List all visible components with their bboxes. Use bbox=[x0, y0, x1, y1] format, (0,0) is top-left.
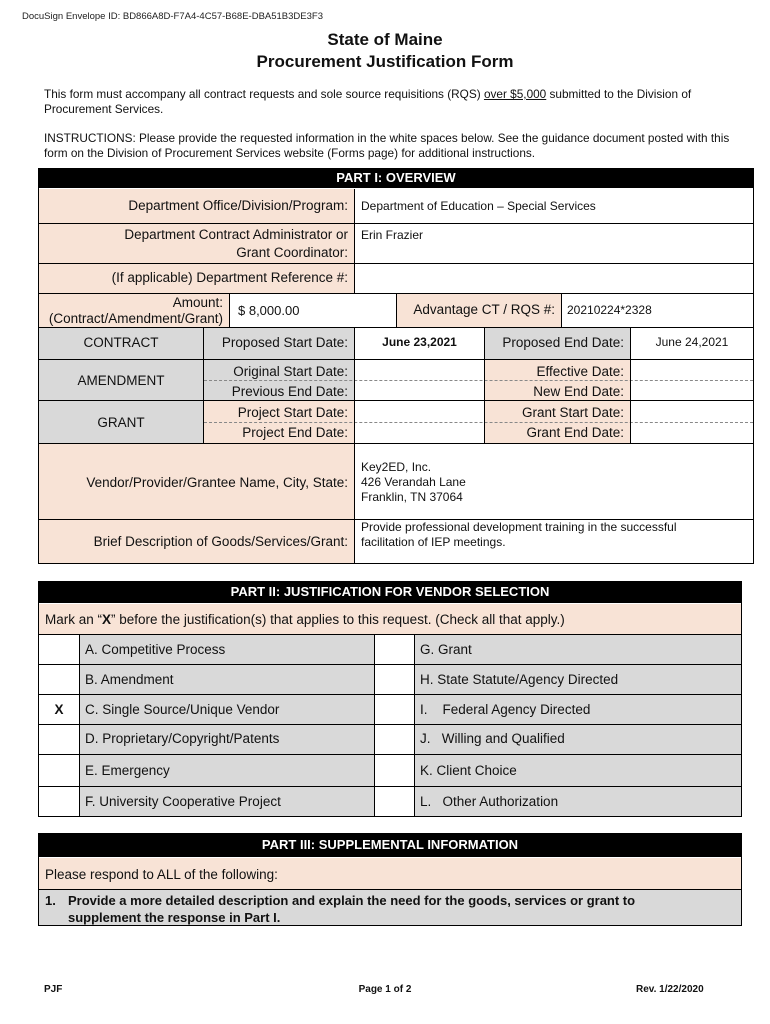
dashed-divider bbox=[204, 380, 753, 381]
envelope-id: DocuSign Envelope ID: BD866A8D-F7A4-4C57-B68E-DBA51B3DE3F3 bbox=[22, 11, 323, 22]
q1-line-1: Provide a more detailed description and explain the need for the goods, services or grant to bbox=[68, 893, 636, 908]
page-subtitle: Procurement Justification Form bbox=[256, 52, 514, 71]
intro-before: This form must accompany all contract requests and sole source requisitions (RQS) bbox=[44, 87, 484, 101]
option-k: K. Client Choice bbox=[420, 763, 517, 778]
footer-revision: Rev. 1/22/2020 bbox=[636, 984, 704, 995]
divider bbox=[203, 328, 204, 443]
part3-instructions: Please respond to ALL of the following: bbox=[45, 867, 278, 882]
admin-label-1: Department Contract Administrator or bbox=[124, 227, 348, 242]
vendor-city-state[interactable]: Franklin, TN 37064 bbox=[361, 490, 463, 504]
amount-field[interactable]: $ 8,000.00 bbox=[238, 303, 300, 318]
option-d: D. Proprietary/Copyright/Patents bbox=[85, 731, 280, 746]
part2-instructions bbox=[45, 612, 565, 627]
admin-field[interactable]: Erin Frazier bbox=[361, 228, 424, 242]
divider bbox=[354, 328, 355, 564]
option-f: F. University Cooperative Project bbox=[85, 794, 281, 809]
divider bbox=[561, 294, 562, 327]
desc-line-1[interactable]: Provide professional development training in the successful bbox=[361, 520, 677, 534]
divider bbox=[484, 328, 485, 443]
right-options-cell bbox=[415, 635, 741, 816]
divider bbox=[354, 189, 355, 293]
effective-date-label: Effective Date: bbox=[536, 364, 624, 379]
instr-after: ” before the justification(s) that applies to this request. (Check all that apply.) bbox=[111, 612, 565, 627]
divider bbox=[229, 294, 230, 327]
vendor-label: Vendor/Provider/Grantee Name, City, State: bbox=[86, 475, 348, 490]
contract-label: CONTRACT bbox=[83, 335, 159, 350]
divider bbox=[38, 724, 742, 725]
instructions-text: INSTRUCTIONS: Please provide the requested information in the white spaces below. See the guidance document posted with this form on the Division of Procurement Services website (Forms page) for additional instructions. bbox=[44, 131, 730, 160]
dept-field[interactable]: Department of Education – Special Services bbox=[361, 199, 596, 213]
dept-label: Department Office/Division/Program: bbox=[128, 198, 348, 213]
part1-header: PART I: OVERVIEW bbox=[38, 168, 754, 188]
option-j: J. Willing and Qualified bbox=[420, 731, 565, 746]
amendment-label: AMENDMENT bbox=[77, 373, 165, 388]
divider bbox=[630, 328, 631, 443]
new-end-date-label: New End Date: bbox=[533, 384, 624, 399]
option-e: E. Emergency bbox=[85, 763, 170, 778]
amount-label-1: Amount: bbox=[172, 295, 223, 310]
divider bbox=[374, 634, 375, 817]
project-end-label: Project End Date: bbox=[242, 425, 348, 440]
footer-page-number: Page 1 of 2 bbox=[358, 984, 412, 995]
advantage-field[interactable]: 20210224*2328 bbox=[567, 303, 652, 317]
proposed-end-label: Proposed End Date: bbox=[502, 335, 624, 350]
q1-line-2: supplement the response in Part I. bbox=[68, 910, 281, 925]
option-a: A. Competitive Process bbox=[85, 642, 226, 657]
option-g: G. Grant bbox=[420, 642, 472, 657]
left-options-cell bbox=[79, 635, 374, 816]
divider bbox=[38, 754, 742, 755]
grant-end-label: Grant End Date: bbox=[526, 425, 624, 440]
divider bbox=[38, 664, 742, 665]
ref-label: (If applicable) Department Reference #: bbox=[111, 270, 348, 285]
intro-after: submitted to the Division of Procurement Services. bbox=[44, 87, 692, 116]
part2-header: PART II: JUSTIFICATION FOR VENDOR SELECTION bbox=[38, 581, 742, 603]
intro-text bbox=[44, 87, 744, 117]
proposed-start-label: Proposed Start Date: bbox=[221, 335, 348, 350]
divider bbox=[38, 786, 742, 787]
desc-line-2[interactable]: facilitation of IEP meetings. bbox=[361, 535, 506, 549]
option-l: L. Other Authorization bbox=[420, 794, 559, 809]
project-start-label: Project Start Date: bbox=[237, 405, 348, 420]
vendor-street[interactable]: 426 Verandah Lane bbox=[361, 475, 466, 489]
option-i: I. Federal Agency Directed bbox=[420, 702, 591, 717]
instr-before: Mark an “ bbox=[45, 612, 103, 627]
dashed-divider bbox=[204, 422, 753, 423]
instr-x: X bbox=[102, 612, 112, 627]
original-start-label: Original Start Date: bbox=[233, 364, 348, 379]
part3-header: PART III: SUPPLEMENTAL INFORMATION bbox=[38, 833, 742, 857]
page-title: State of Maine bbox=[327, 30, 443, 49]
option-c: C. Single Source/Unique Vendor bbox=[85, 702, 280, 717]
vendor-name[interactable]: Key2ED, Inc. bbox=[361, 460, 432, 474]
q1-number: 1. bbox=[45, 893, 56, 908]
checkbox-c[interactable]: X bbox=[54, 702, 64, 717]
divider bbox=[79, 634, 80, 817]
desc-label: Brief Description of Goods/Services/Grant: bbox=[93, 534, 348, 549]
grant-label: GRANT bbox=[97, 415, 145, 430]
proposed-end-field[interactable]: June 24,2021 bbox=[655, 335, 729, 349]
proposed-start-field[interactable]: June 23,2021 bbox=[382, 335, 457, 349]
option-b: B. Amendment bbox=[85, 672, 174, 687]
divider bbox=[38, 694, 742, 695]
previous-end-label: Previous End Date: bbox=[231, 384, 348, 399]
intro-threshold: over $5,000 bbox=[483, 87, 547, 101]
footer-form-code: PJF bbox=[44, 984, 63, 995]
amount-label-2: (Contract/Amendment/Grant) bbox=[48, 311, 223, 326]
divider bbox=[414, 634, 415, 817]
option-h: H. State Statute/Agency Directed bbox=[420, 672, 619, 687]
admin-label-2: Grant Coordinator: bbox=[236, 245, 348, 260]
advantage-label: Advantage CT / RQS #: bbox=[413, 302, 555, 317]
grant-start-label: Grant Start Date: bbox=[521, 405, 624, 420]
